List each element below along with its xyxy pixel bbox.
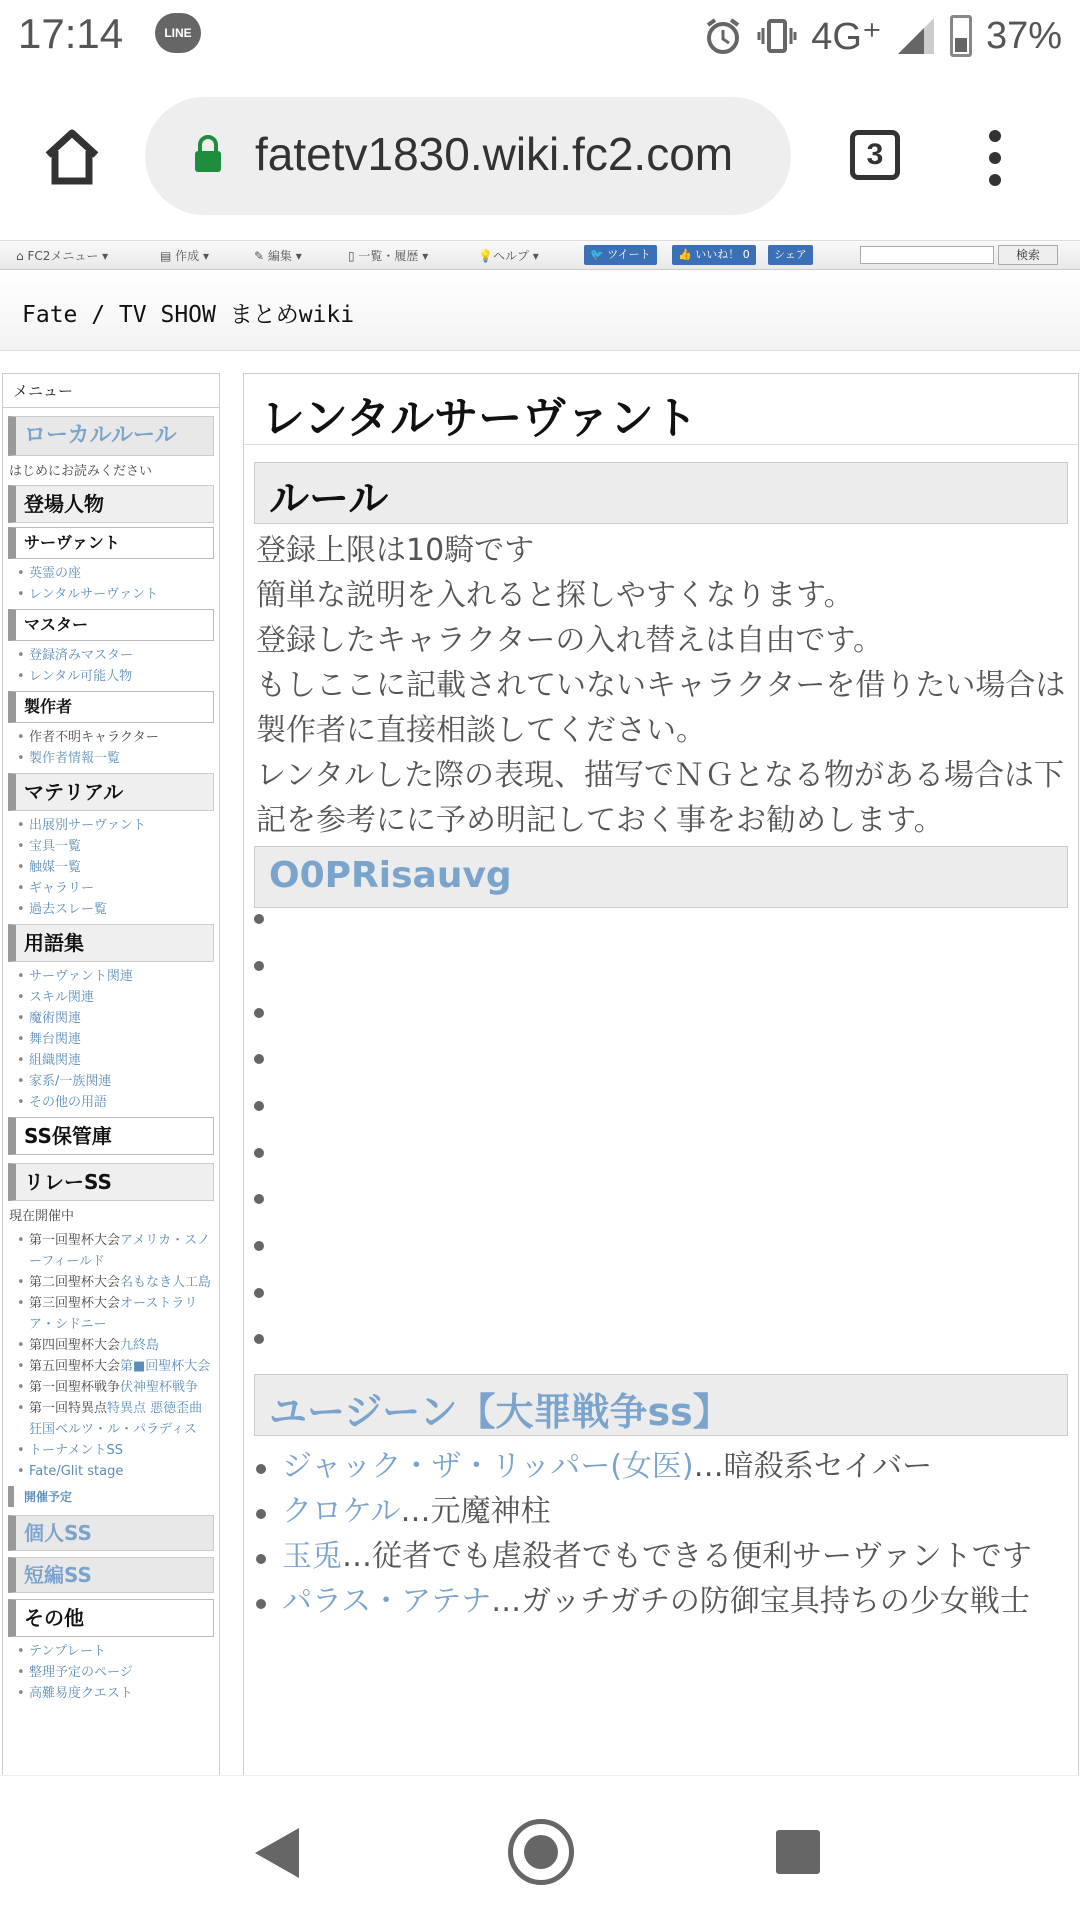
site-title[interactable]: Fate / TV SHOW まとめwiki — [22, 302, 355, 328]
url-text: fatetv1830.wiki.fc2.com — [255, 128, 734, 180]
sidebar-heading-servant: サーヴァント — [8, 527, 214, 559]
servant-item: ジャック・ザ・リッパー(女医)…暗殺系セイバー — [256, 1444, 1076, 1489]
sidebar-link[interactable]: • 第一回特異点特異点 悪徳歪曲狂国ベルツ・ル・パラディス — [17, 1398, 213, 1440]
sidebar-link[interactable]: • スキル関連 — [17, 987, 213, 1008]
bullet — [254, 1288, 264, 1298]
sidebar-read-first: はじめにお読みください — [9, 464, 153, 479]
bullet — [254, 1194, 264, 1204]
sidebar-link[interactable]: • 触媒一覧 — [17, 857, 213, 878]
bullet — [254, 1101, 264, 1111]
user-heading-link[interactable]: O0PRisauvg — [269, 855, 512, 896]
bullet — [254, 1148, 264, 1158]
rule-line: 登録したキャラクターの入れ替えは自由です。 — [256, 623, 883, 658]
sidebar-now-held: 現在開催中 — [9, 1209, 75, 1224]
rule-line: もしここに記載されていないキャラクターを借りたい場合は製作者に直接相談してください。 — [256, 668, 1066, 748]
sidebar-local-rule[interactable]: ローカルルール — [8, 416, 214, 456]
sidebar-link[interactable]: • レンタル可能人物 — [17, 666, 213, 687]
sidebar-link[interactable]: • 組織関連 — [17, 1050, 213, 1071]
sidebar-heading-characters: 登場人物 — [8, 485, 214, 523]
rule-line: レンタルした際の表現、描写でＮＧとなる物がある場合は下記を参考にに予め明記しておく事をお勧めします。 — [256, 758, 1065, 838]
servant-link[interactable]: クロケル — [282, 1494, 401, 1529]
sidebar-link[interactable]: • 出展別サーヴァント — [17, 815, 213, 836]
sidebar-heading-master: マスター — [8, 609, 214, 641]
sidebar-link[interactable]: • 魔術関連 — [17, 1008, 213, 1029]
fc2-menu-link[interactable]: ⌂ FC2メニュー ▾ — [16, 249, 109, 263]
other-links — [3, 1641, 219, 1704]
servant-link[interactable]: 玉兎 — [282, 1539, 342, 1574]
page-title: レンタルサーヴァント — [261, 393, 698, 444]
battery-percent: 37% — [985, 14, 1062, 57]
browser-toolbar — [0, 75, 1080, 235]
back-icon[interactable] — [255, 1828, 299, 1878]
sidebar-personal-ss[interactable]: 個人SS — [8, 1515, 214, 1551]
sidebar-link[interactable]: • 製作者情報一覧 — [17, 748, 213, 769]
sidebar-heading-relay-ss[interactable]: リレーSS — [8, 1163, 214, 1201]
sidebar-link[interactable]: • 第五回聖杯大会第■回聖杯大会 — [17, 1356, 213, 1377]
sidebar-heading-creator: 製作者 — [8, 691, 214, 723]
sidebar-link[interactable]: • 家系/一族関連 — [17, 1071, 213, 1092]
line-notification-icon: LINE — [155, 13, 201, 53]
sidebar-link[interactable]: • 高難易度クエスト — [17, 1683, 213, 1704]
recents-icon[interactable] — [776, 1830, 820, 1874]
fc2-search-input[interactable] — [860, 246, 994, 264]
bullet — [254, 1008, 264, 1018]
sidebar-link[interactable]: • 舞台関連 — [17, 1029, 213, 1050]
sidebar-link[interactable]: • 第四回聖杯大会九終島 — [17, 1335, 213, 1356]
sidebar-link[interactable]: • Fate/Glit stage — [17, 1461, 213, 1482]
sidebar-link[interactable]: • トーナメントSS — [17, 1440, 213, 1461]
edit-link[interactable]: ✎ 編集 ▾ — [254, 249, 302, 263]
fc2-search-button[interactable]: 検索 — [998, 245, 1058, 265]
sidebar-link[interactable]: • その他の用語 — [17, 1092, 213, 1113]
help-link[interactable]: 💡ヘルプ ▾ — [478, 249, 539, 263]
sidebar-scheduled[interactable]: 開催予定 — [8, 1486, 214, 1507]
fc2-toolbar — [0, 240, 1080, 270]
create-link[interactable]: ▤ 作成 ▾ — [160, 249, 210, 263]
list-history-link[interactable]: ▯ 一覧・履歴 ▾ — [348, 249, 429, 263]
sidebar — [2, 373, 220, 1777]
rules-text — [256, 528, 1076, 843]
rule-heading-box — [254, 462, 1068, 524]
bullet — [254, 1334, 264, 1344]
master-links — [3, 645, 219, 687]
bullet — [254, 961, 264, 971]
servant-link[interactable]: パラス・アテナ — [282, 1584, 492, 1619]
status-bar — [0, 0, 1080, 75]
sidebar-short-ss[interactable]: 短編SS — [8, 1557, 214, 1593]
battery-icon — [950, 15, 972, 57]
sidebar-link[interactable]: • 作者不明キャラクター — [17, 727, 213, 748]
rule-line: 登録上限は10騎です — [256, 533, 535, 568]
user-heading-box — [254, 1374, 1068, 1436]
sidebar-link[interactable]: • 過去スレー覧 — [17, 899, 213, 920]
network-type: 4G⁺ — [811, 15, 882, 58]
bullet — [254, 1054, 264, 1064]
clock: 17:14 — [18, 10, 124, 57]
sidebar-heading-ss-storage[interactable]: SS保管庫 — [8, 1117, 214, 1155]
sidebar-link[interactable]: • ギャラリー — [17, 878, 213, 899]
user-heading-box — [254, 846, 1068, 908]
rule-line: 簡単な説明を入れると探しやすくなります。 — [256, 578, 854, 613]
bullet — [254, 914, 264, 924]
relay-links — [3, 1230, 219, 1482]
glossary-links — [3, 966, 219, 1113]
sidebar-link[interactable]: • 第一回聖杯戦争伏神聖杯戦争 — [17, 1377, 213, 1398]
sidebar-link[interactable]: • 第一回聖杯大会アメリカ・スノーフィールド — [17, 1230, 213, 1272]
sidebar-link[interactable]: • 登録済みマスター — [17, 645, 213, 666]
servant-links — [3, 563, 219, 605]
sidebar-heading-other: その他 — [8, 1599, 214, 1637]
alarm-icon — [703, 16, 743, 56]
bullet — [254, 1241, 264, 1251]
sidebar-heading-material: マテリアル — [8, 773, 214, 811]
system-navigation-bar — [0, 1775, 1080, 1921]
material-links — [3, 815, 219, 920]
servant-item: パラス・アテナ…ガッチガチの防御宝具持ちの少女戦士 — [256, 1579, 1076, 1624]
lock-icon — [193, 134, 223, 174]
tab-switcher-button[interactable]: 3 — [850, 130, 900, 180]
main-content — [243, 373, 1079, 1776]
sidebar-link[interactable]: • 宝具一覧 — [17, 836, 213, 857]
sidebar-heading-glossary: 用語集 — [8, 924, 214, 962]
servant-item: 玉兎…従者でも虐殺者でもできる便利サーヴァントです — [256, 1534, 1076, 1579]
home-icon[interactable] — [40, 125, 104, 189]
vibrate-icon — [757, 16, 797, 56]
sidebar-link[interactable]: • サーヴァント関連 — [17, 966, 213, 987]
address-bar[interactable] — [145, 97, 791, 215]
tweet-button[interactable]: 🐦 ツイート — [584, 245, 657, 265]
sidebar-link[interactable]: • テンプレート — [17, 1641, 213, 1662]
sidebar-link[interactable]: • 第三回聖杯大会オーストラリア・シドニー — [17, 1293, 213, 1335]
user-heading-link[interactable]: ユージーン【大罪戦争ss】 — [269, 1390, 731, 1434]
more-menu-icon[interactable] — [985, 130, 1005, 190]
signal-icon — [896, 16, 936, 56]
title-divider — [244, 444, 1078, 445]
servant-link[interactable]: ジャック・ザ・リッパー(女医) — [282, 1449, 694, 1484]
rule-heading: ルール — [269, 476, 389, 522]
servant-item: クロケル…元魔神柱 — [256, 1489, 1076, 1534]
share-button[interactable]: シェア — [768, 245, 813, 265]
sidebar-link[interactable]: • 英霊の座 — [17, 563, 213, 584]
sidebar-link[interactable]: • 第二回聖杯大会名もなき人工島 — [17, 1272, 213, 1293]
site-header — [0, 270, 1080, 351]
sidebar-link[interactable]: • 整理予定のページ — [17, 1662, 213, 1683]
servant-list — [256, 1444, 1076, 1624]
home-circle-icon[interactable] — [508, 1819, 574, 1885]
sidebar-menu-title: メニュー — [3, 374, 219, 408]
status-icons — [703, 10, 1062, 62]
creator-links — [3, 727, 219, 769]
sidebar-link[interactable]: • レンタルサーヴァント — [17, 584, 213, 605]
like-button[interactable]: 👍 いいね！ 0 — [672, 245, 756, 265]
